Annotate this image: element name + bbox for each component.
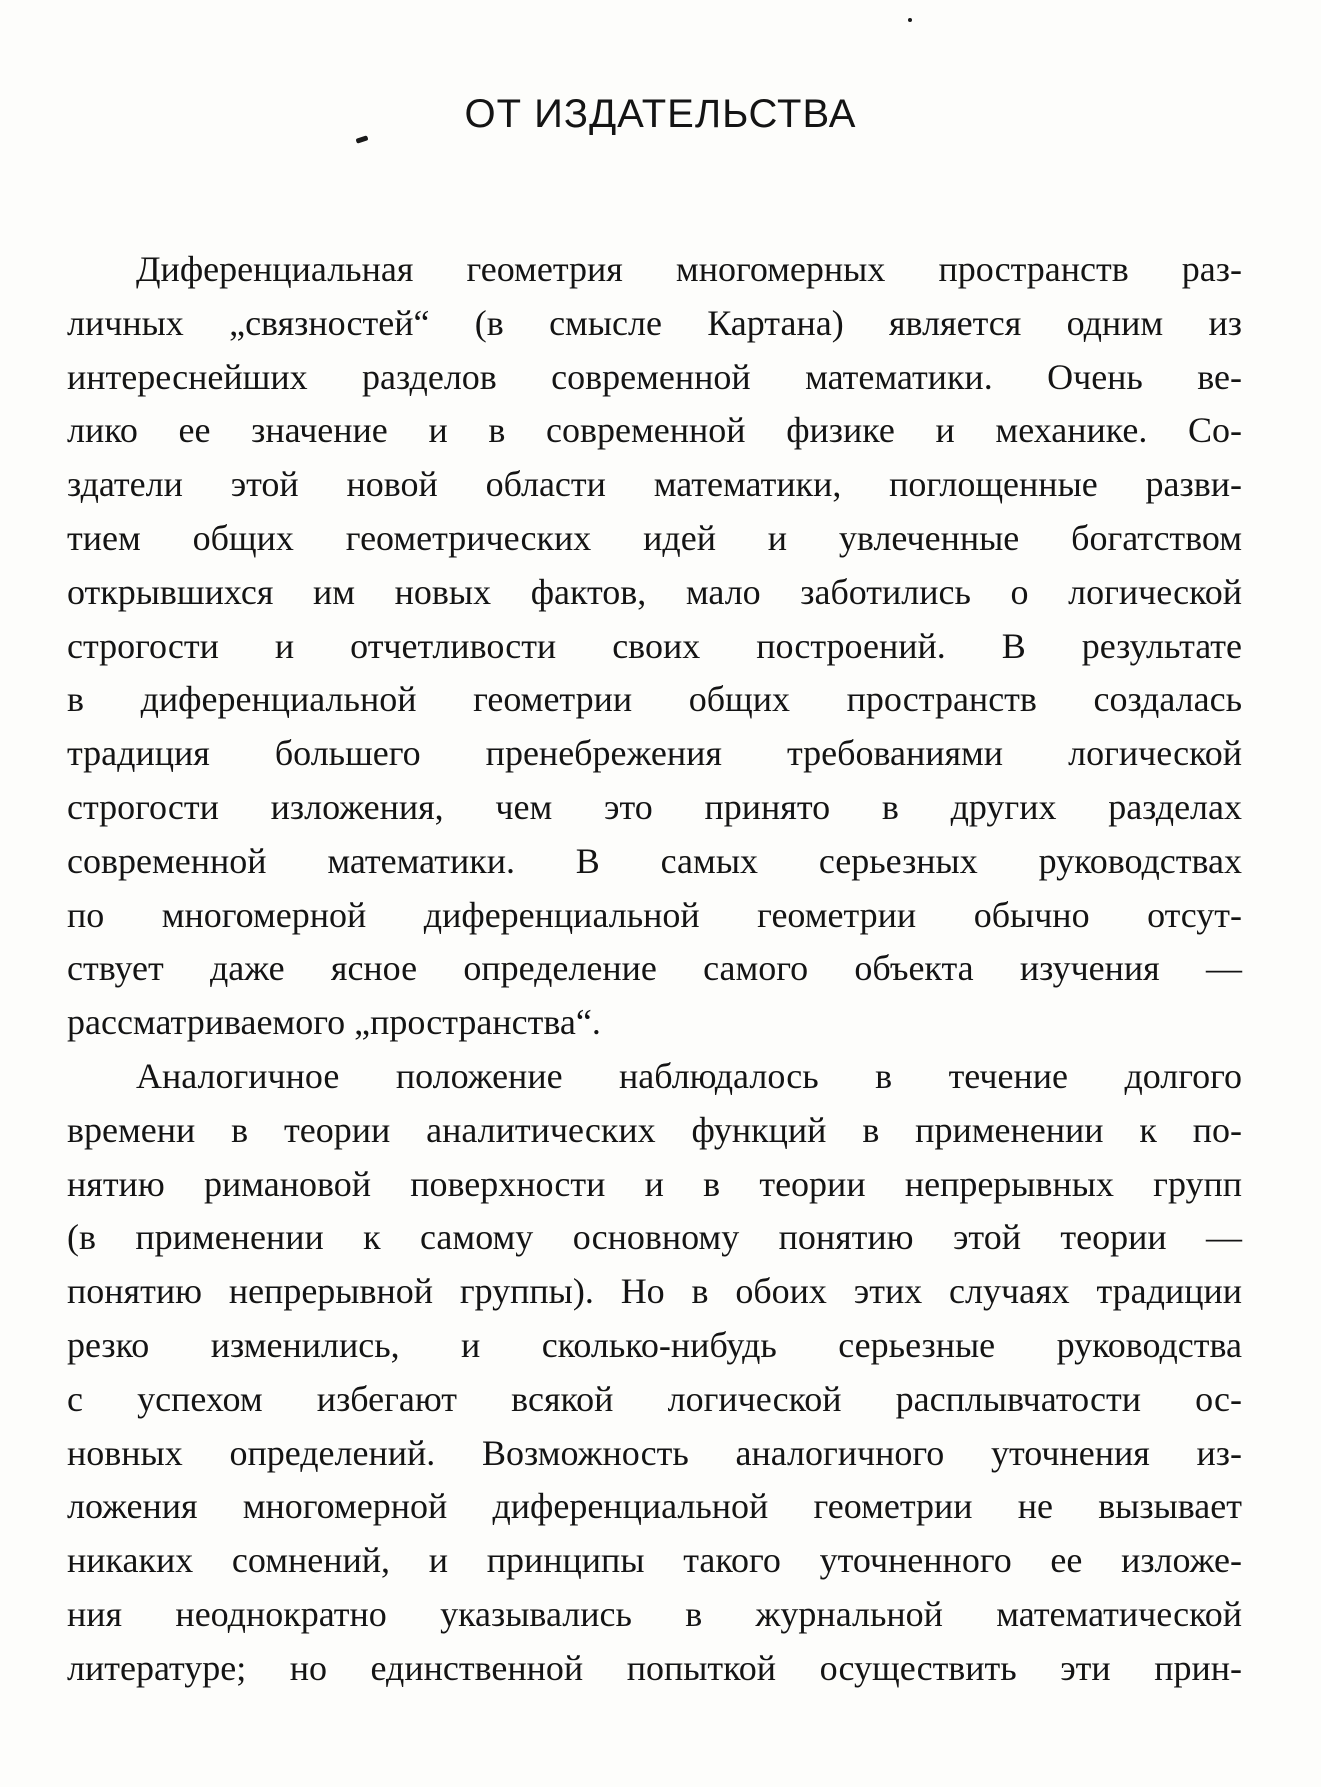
text-line: новных определений. Возможность аналогичного уточнения из-: [67, 1432, 1242, 1473]
text-line: строгости и отчетливости своих построений. В результате: [67, 625, 1242, 666]
paragraph-2: [67, 1050, 1242, 1696]
text-line: современной математики. В самых серьезных руководствах: [67, 840, 1242, 881]
text-line: (в применении к самому основному понятию этой теории —: [67, 1217, 1242, 1258]
text-line: ствует даже ясное определение самого объекта изучения —: [67, 948, 1242, 989]
text-line: здатели этой новой области математики, поглощенные разви-: [67, 464, 1242, 505]
print-speck: [908, 18, 912, 22]
text-line: в диференциальной геометрии общих пространств создалась: [67, 679, 1242, 720]
text-line: традиция большего пренебрежения требованиями логической: [67, 733, 1242, 774]
text-line: никаких сомнений, и принципы такого уточненного ее изложе-: [67, 1540, 1242, 1581]
text-line: нятию римановой поверхности и в теории непрерывных групп: [67, 1163, 1242, 1204]
text-line: строгости изложения, чем это принято в других разделах: [67, 786, 1242, 827]
text-line: ния неоднократно указывались в журнальной математической: [67, 1593, 1242, 1634]
paragraph-1: [67, 243, 1242, 1050]
text-line: с успехом избегают всякой логической расплывчатости ос-: [67, 1378, 1242, 1419]
text-line: времени в теории аналитических функций в применении к по-: [67, 1109, 1242, 1150]
text-line: Диференциальная геометрия многомерных пространств раз-: [136, 249, 1242, 289]
page-heading: ОТ ИЗДАТЕЛЬСТВА: [464, 92, 857, 136]
text-line: ложения многомерной диференциальной геометрии не вызывает: [67, 1486, 1242, 1527]
text-line: рассматриваемого „пространства“.: [67, 1002, 601, 1043]
body-text: [67, 243, 1242, 1696]
text-line: лико ее значение и в современной физике и механике. Со-: [67, 410, 1242, 451]
text-line: по многомерной диференциальной геометрии обычно отсут-: [67, 894, 1242, 935]
text-line: открывшихся им новых фактов, мало заботились о логической: [67, 571, 1242, 612]
text-line: резко изменились, и сколько-нибудь серьезные руководства: [67, 1324, 1242, 1365]
text-line: понятию непрерывной группы). Но в обоих этих случаях традиции: [67, 1271, 1242, 1312]
text-line: Аналогичное положение наблюдалось в течение долгого: [136, 1055, 1242, 1096]
text-line: личных „связностей“ (в смысле Картана) является одним из: [67, 302, 1242, 343]
text-line: тием общих геометрических идей и увлеченные богатством: [67, 517, 1242, 558]
text-line: интереснейших разделов современной математики. Очень ве-: [67, 356, 1242, 397]
text-line: литературе; но единственной попыткой осуществить эти прин-: [67, 1647, 1242, 1688]
